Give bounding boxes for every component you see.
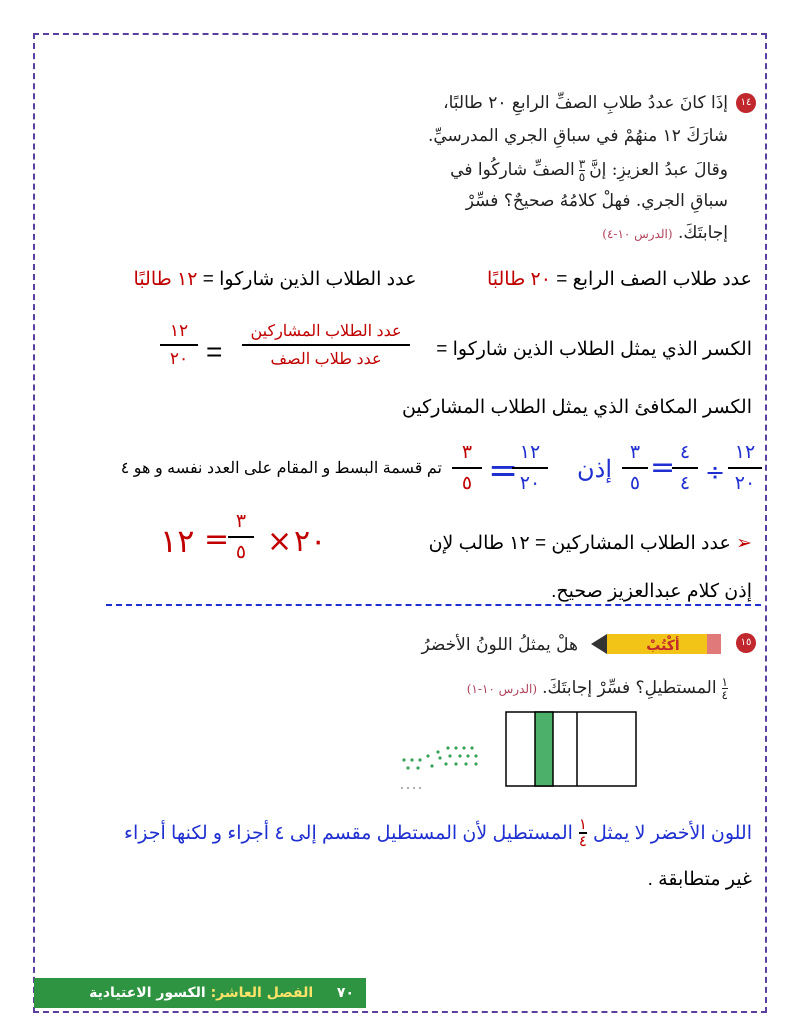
a14-row4-e-den: ٥	[461, 473, 473, 494]
a15-line1	[124, 817, 752, 849]
section-separator	[106, 604, 761, 606]
question-15-number: ١٥	[736, 633, 756, 653]
pencil-icon	[586, 630, 726, 658]
q14-line3	[450, 158, 728, 183]
a14-row2-num-fraction	[160, 321, 198, 369]
a14-row5-frac-num: ٣	[235, 511, 247, 532]
write-badge-label: أكْتُبْ	[646, 638, 680, 654]
a14-row5-text: عدد الطلاب المشاركين = ١٢ طالب لإن	[428, 533, 731, 554]
a14-row2-frac-num: عدد الطلاب المشاركين	[250, 323, 402, 340]
q14-lesson-ref: (الدرس ١٠-٤)	[602, 227, 673, 241]
q14-line4: سباقِ الجري. فهلْ كلامُهُ صحيحٌ؟ فسِّرْ	[465, 191, 728, 211]
q14-frac-num: ٣	[578, 157, 586, 171]
rectangle-outline	[506, 712, 636, 786]
q14-frac-den: ٥	[578, 170, 586, 184]
a14-row4-note: تم قسمة البسط و المقام على العدد نفسه و هو ٤	[120, 460, 442, 477]
ministry-logo-icon	[398, 738, 484, 794]
q14-line3-post: الصفِّ شاركُوا في	[450, 160, 575, 180]
q15-line2-text: المستطيلِ؟ فسِّرْ إجابتَكَ.	[542, 678, 717, 698]
a14-row4-d-num: ١٢	[519, 442, 541, 463]
a14-row2-num: ١٢	[169, 321, 189, 340]
a14-row5-frac-den: ٥	[235, 542, 247, 563]
a14-row4-div: ÷	[705, 458, 726, 486]
q15-frac-num: ١	[721, 675, 728, 689]
a14-row5-result: ١٢	[160, 523, 195, 559]
a14-row1-a: عدد طلاب الصف الرابع =	[556, 269, 752, 290]
a14-row4-then: إذن	[577, 456, 612, 483]
a14-row4-d-den: ٢٠	[519, 473, 541, 494]
q14-fraction	[579, 158, 585, 183]
q15-fraction	[722, 676, 728, 701]
a14-row1-b-val: ١٢ طالبًا	[133, 269, 198, 290]
a14-row1-a-val: ٢٠ طالبًا	[487, 269, 551, 290]
a14-row4-a-num: ١٢	[734, 442, 756, 463]
a15-frac-den: ٤	[578, 833, 587, 850]
a15-line2: غير متطابقة .	[647, 869, 752, 890]
a14-row4-d-frac	[512, 441, 548, 495]
a15-frac-num: ١	[578, 816, 587, 833]
a14-row2-word-fraction	[242, 321, 410, 369]
q15-lesson-ref: (الدرس ١٠-١)	[466, 681, 538, 696]
a14-row4-b-num: ٤	[679, 442, 691, 463]
chapter-label: الفصل العاشر:	[210, 985, 314, 1001]
a14-row4-a-frac	[728, 441, 762, 495]
question-14-number: ١٤	[736, 93, 756, 113]
q14-line3-pre: وقالَ عبدُ العزيزِ: إنَّ	[589, 160, 728, 180]
a14-row4-c-frac	[622, 441, 648, 495]
q14-line2: شارَكَ ١٢ منهُمْ في سباقِ الجري المدرسيِّ.	[427, 126, 728, 146]
chapter-title: الكسور الاعتيادية	[89, 985, 206, 1001]
a14-row4-b-den: ٤	[679, 473, 691, 494]
a14-row1	[134, 268, 752, 291]
a14-row2-den: ٢٠	[169, 349, 189, 368]
a14-row4-c-den: ٥	[629, 473, 641, 494]
a14-row5-times: ×	[267, 524, 293, 559]
a14-row2-eq: =	[206, 336, 223, 367]
a14-row4-c-num: ٣	[629, 442, 641, 463]
a14-row2-frac-den: عدد طلاب الصف	[270, 351, 382, 368]
q14-line1: إذَا كانَ عددُ طلابِ الصفِّ الرابعِ ٢٠ طالبًا،	[443, 93, 728, 113]
a14-row4-eq2: =	[488, 450, 519, 491]
a14-row5-frac	[228, 510, 254, 564]
a14-row5-eq: =	[204, 522, 230, 557]
a15-line1-pre: اللون الأخضر لا يمثل	[592, 822, 752, 844]
a14-row4-a-den: ٢٠	[734, 473, 756, 494]
q15-line1: هلْ يمثلُ اللونُ الأخضرُ	[421, 635, 578, 655]
green-part	[535, 712, 553, 786]
a14-row4-b-frac	[672, 441, 698, 495]
page-footer	[34, 978, 366, 1008]
a14-conclusion: إذن كلام عبدالعزيز صحيح.	[551, 581, 752, 602]
divided-rectangle-figure	[505, 711, 637, 787]
a15-fraction	[579, 817, 587, 849]
a14-row4-e-frac	[452, 441, 482, 495]
a14-row5	[429, 532, 752, 555]
q14-line5	[602, 225, 728, 242]
a14-row5-twenty: ٢٠	[294, 525, 327, 558]
a14-row3: الكسر المكافئ الذي يمثل الطلاب المشاركين	[401, 397, 752, 418]
a14-row4-e-num: ٣	[461, 442, 473, 463]
q15-frac-den: ٤	[721, 688, 728, 702]
a15-line1-post: المستطيل لأن المستطيل مقسم إلى ٤ أجزاء و لكنها أجزاء	[124, 822, 573, 844]
a14-row1-b: عدد الطلاب الذين شاركوا =	[202, 269, 417, 290]
a14-row2-label: الكسر الذي يمثل الطلاب الذين شاركوا =	[436, 339, 752, 360]
page-number: ٧٠	[336, 985, 354, 1001]
arrow-icon: ➢	[736, 533, 752, 554]
q15-line2	[467, 676, 728, 701]
a14-row4-eq1: =	[650, 450, 676, 485]
q14-line5-text: إجابتَكَ.	[677, 223, 728, 243]
